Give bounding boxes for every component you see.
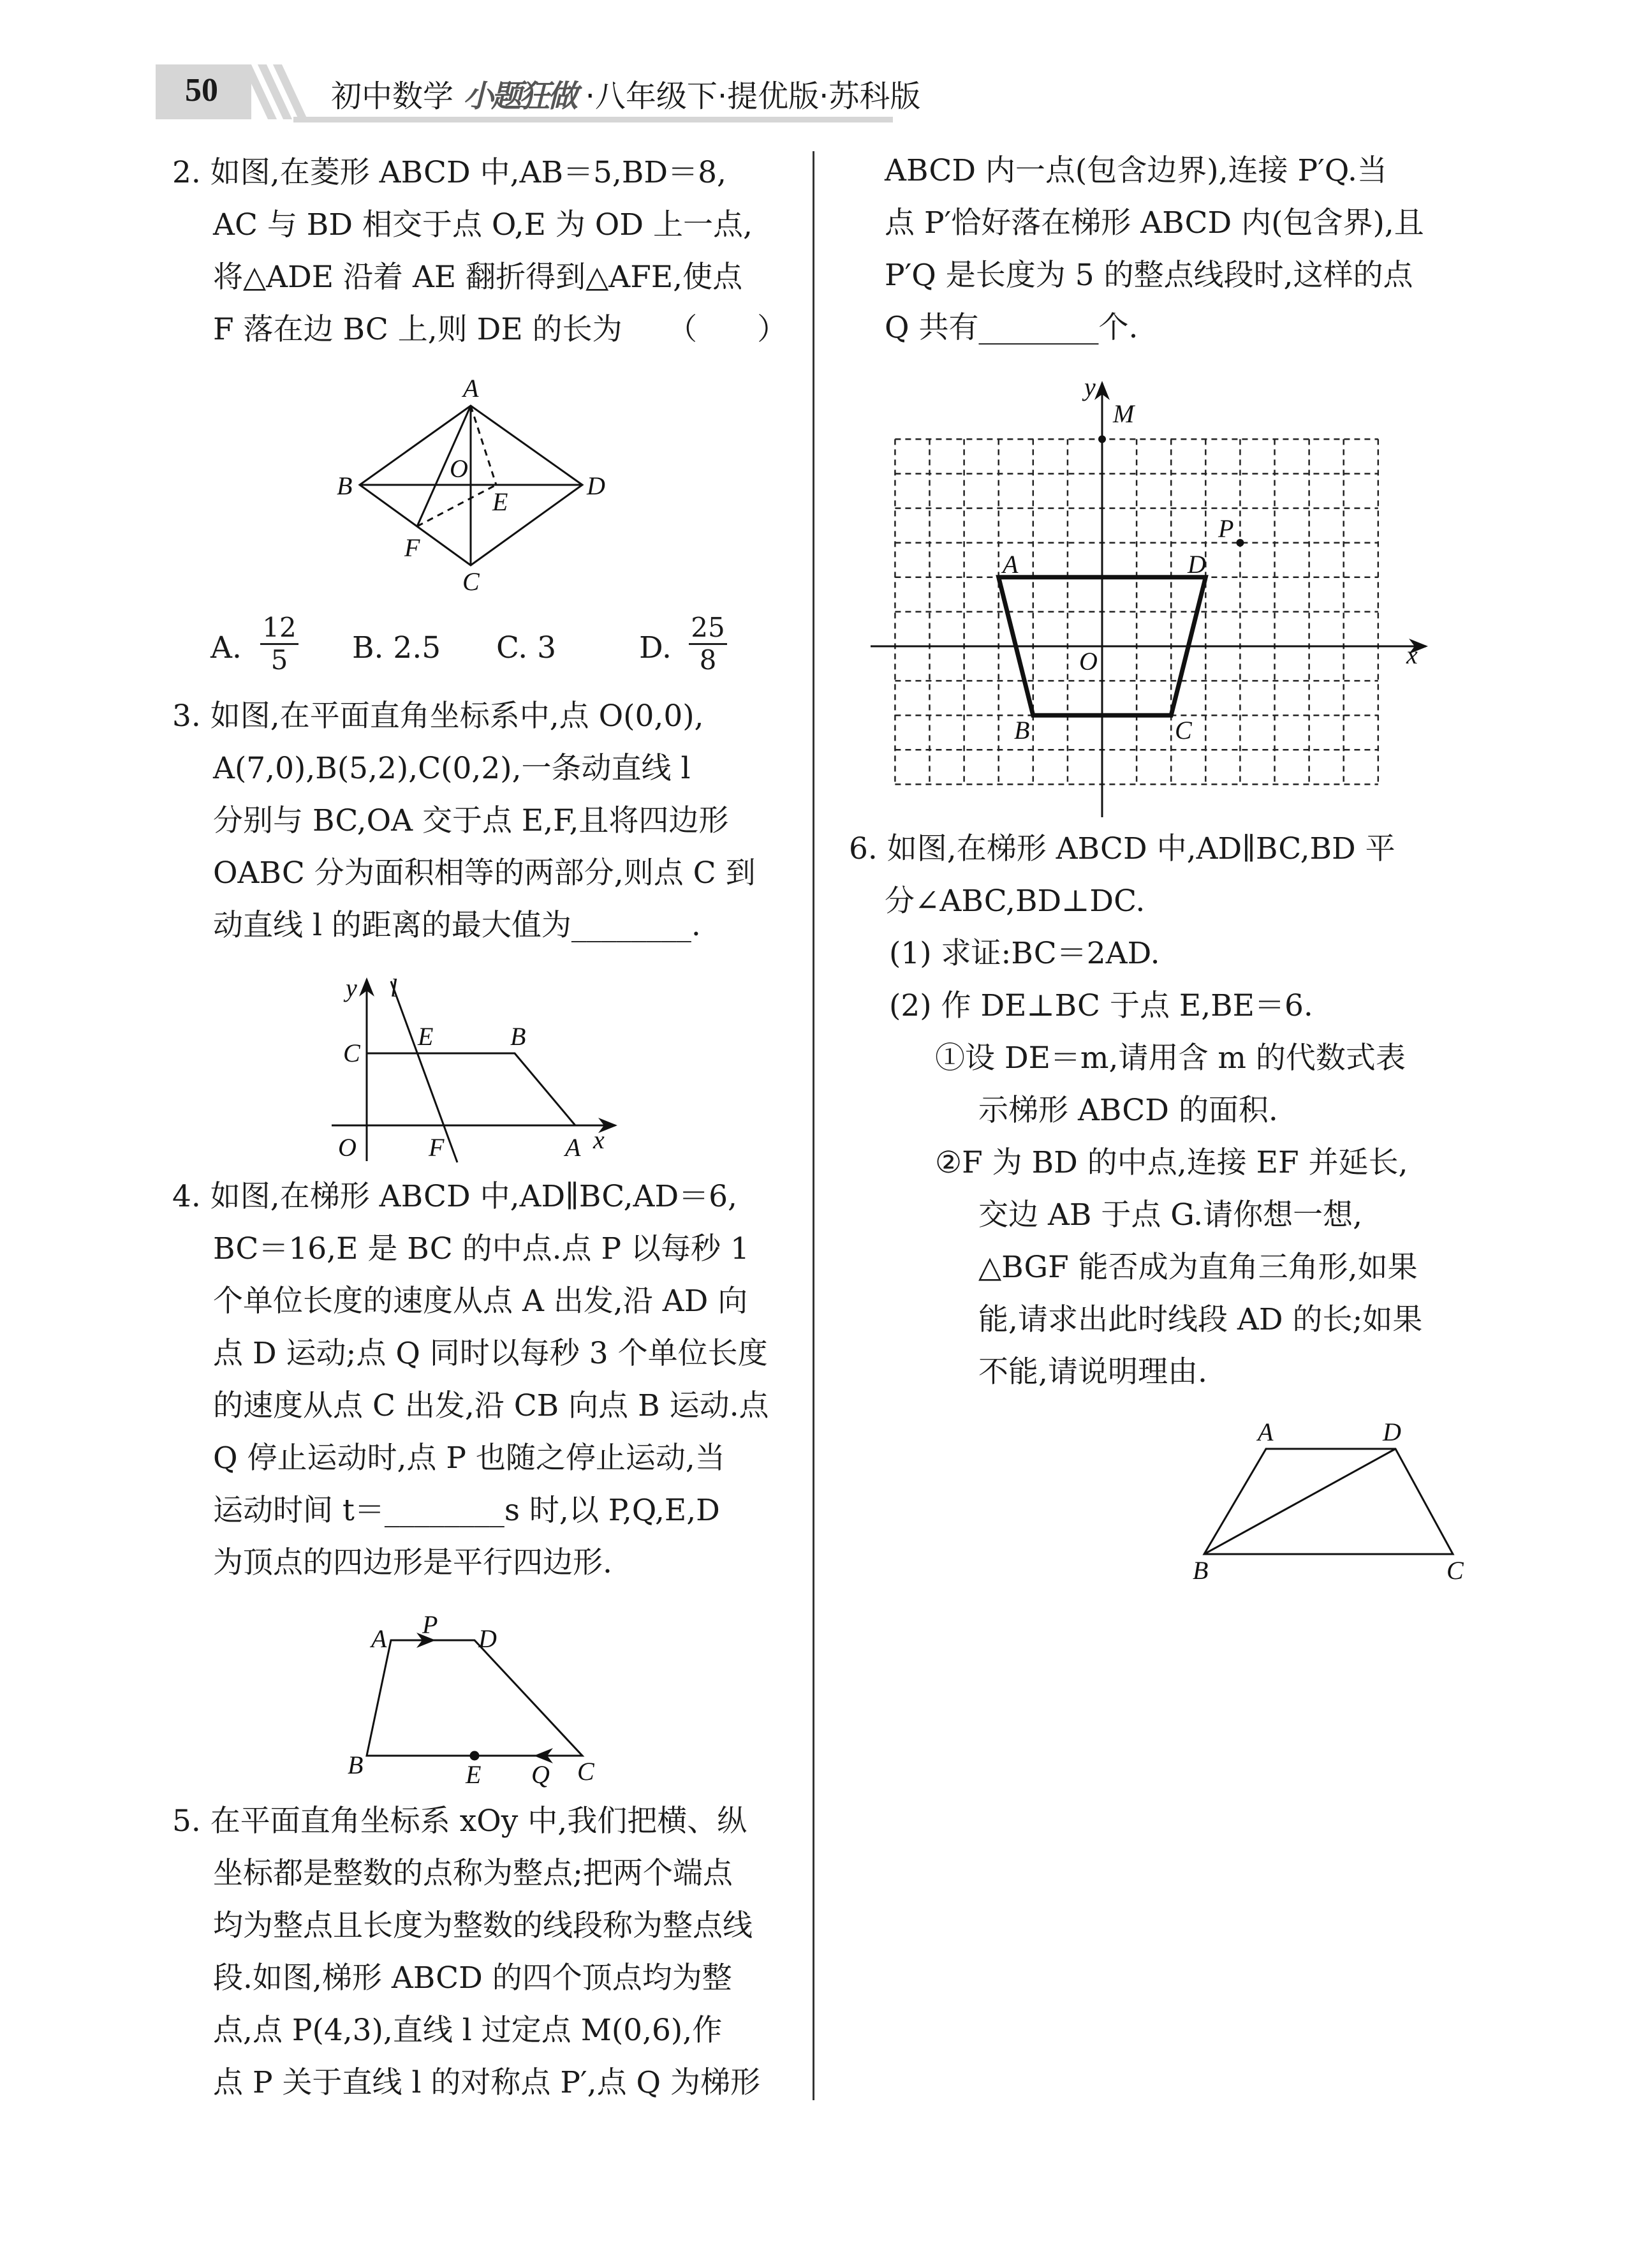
diagonal-bd — [1204, 1449, 1395, 1554]
label-e: E — [418, 1022, 434, 1051]
label-c: C — [343, 1039, 360, 1067]
label-b: B — [1193, 1556, 1209, 1585]
label-a: A — [565, 1133, 581, 1162]
question-line: 分∠ABC,BD⊥DC. — [885, 884, 1145, 919]
question-line: 4. 如图,在梯形 ABCD 中,AD∥BC,AD＝6, — [172, 1179, 737, 1214]
question-part-2: (2) 作 DE⊥BC 于点 E,BE＝6. — [889, 988, 1313, 1023]
denominator: 5 — [260, 643, 298, 676]
question-line: 点 P 关于直线 l 的对称点 P′,点 Q 为梯形 — [213, 2065, 761, 2100]
q6-trapezoid-figure — [1204, 1449, 1453, 1554]
point-m — [1098, 435, 1106, 443]
label-a: A — [1003, 550, 1019, 579]
label-e: E — [492, 487, 508, 516]
label-y: y — [1084, 373, 1096, 401]
numerator: 12 — [262, 612, 297, 643]
numerator: 25 — [691, 612, 725, 643]
option-c: C. 3 — [496, 630, 557, 665]
question-line: 将△ADE 沿着 AE 翻折得到△AFE,使点 — [213, 260, 743, 295]
label-f: F — [404, 533, 420, 562]
trapezoid-abcd — [1204, 1449, 1453, 1554]
page-number: 50 — [185, 72, 218, 108]
label-a: A — [371, 1624, 387, 1653]
label-c: C — [1175, 716, 1192, 745]
title-suffix: ·八年级下·提优版·苏科版 — [585, 78, 921, 114]
label-c: C — [1447, 1556, 1464, 1585]
question-line: 的速度从点 C 出发,沿 CB 向点 B 运动.点 — [213, 1388, 769, 1423]
question-line: 动直线 l 的距离的最大值为________. — [213, 908, 701, 943]
label-x: x — [1406, 641, 1418, 669]
question-line: 点 P′恰好落在梯形 ABCD 内(包含界),且 — [885, 205, 1424, 241]
question-subpart-1: ①设 DE＝m,请用含 m 的代数式表 — [935, 1041, 1406, 1076]
label-o: O — [1079, 647, 1098, 676]
segment-ae — [471, 406, 496, 485]
label-p: P — [422, 1610, 438, 1639]
question-line: AC 与 BD 相交于点 O,E 为 OD 上一点, — [213, 207, 753, 242]
question-line: 5. 在平面直角坐标系 xOy 中,我们把横、纵 — [172, 1804, 747, 1839]
line-l — [391, 981, 457, 1162]
label-a: A — [463, 374, 479, 403]
question-line: 分别与 BC,OA 交于点 E,F,且将四边形 — [213, 803, 729, 838]
label-x: x — [593, 1125, 605, 1154]
question-line: A(7,0),B(5,2),C(0,2),一条动直线 l — [213, 751, 691, 786]
denominator: 8 — [689, 643, 727, 676]
label-c: C — [462, 567, 480, 596]
question-line: F 落在边 BC 上,则 DE 的长为 （ ） — [213, 312, 788, 347]
question-subpart-2: ②F 为 BD 的中点,连接 EF 并延长, — [935, 1145, 1408, 1180]
question-line: 能,请求出此时线段 AD 的长;如果 — [978, 1302, 1423, 1337]
option-b: B. 2.5 — [352, 630, 441, 665]
label-o: O — [338, 1133, 357, 1162]
question-line: 2. 如图,在菱形 ABCD 中,AB＝5,BD＝8, — [172, 155, 726, 190]
question-line: 不能,请说明理由. — [978, 1354, 1207, 1390]
series-logo: 小题狂做 — [463, 78, 576, 114]
label-b: B — [337, 471, 353, 500]
q5-grid-figure — [871, 383, 1426, 817]
question-line: ABCD 内一点(包含边界),连接 P′Q.当 — [885, 153, 1387, 188]
label-b: B — [510, 1022, 526, 1051]
question-line: 段.如图,梯形 ABCD 的四个顶点均为整 — [213, 1960, 732, 1996]
question-line: 坐标都是整数的点称为整点;把两个端点 — [213, 1856, 733, 1891]
label-c: C — [577, 1757, 594, 1786]
option-a-label: A. — [210, 630, 242, 665]
segment-fe — [417, 485, 496, 526]
label-o: O — [450, 454, 468, 483]
question-line: △BGF 能否成为直角三角形,如果 — [978, 1250, 1418, 1285]
label-d: D — [1188, 550, 1206, 579]
title-prefix: 初中数学 — [331, 78, 454, 114]
question-line: 为顶点的四边形是平行四边形. — [213, 1545, 612, 1580]
question-part-1: (1) 求证:BC＝2AD. — [889, 936, 1160, 971]
label-b: B — [1014, 716, 1030, 745]
question-line: 示梯形 ABCD 的面积. — [978, 1093, 1278, 1128]
label-f: F — [429, 1133, 445, 1162]
question-line: 均为整点且长度为整数的线段称为整点线 — [213, 1908, 753, 1943]
label-a: A — [1258, 1418, 1274, 1446]
label-p: P — [1218, 514, 1234, 543]
point-e — [471, 1752, 478, 1760]
question-line: Q 停止运动时,点 P 也随之停止运动,当 — [213, 1441, 725, 1476]
trapezoid-abcd — [367, 1640, 582, 1756]
question-line: 运动时间 t＝________s 时,以 P,Q,E,D — [213, 1493, 720, 1528]
question-line: P′Q 是长度为 5 的整点线段时,这样的点 — [885, 258, 1413, 293]
label-b: B — [348, 1751, 364, 1779]
question-line: Q 共有________个. — [885, 310, 1138, 345]
quadrilateral-oabc — [367, 1053, 575, 1125]
label-d: D — [1383, 1418, 1401, 1446]
point-p — [1236, 539, 1244, 547]
question-line: OABC 分为面积相等的两部分,则点 C 到 — [213, 856, 756, 891]
label-d: D — [478, 1624, 497, 1653]
label-q: Q — [531, 1760, 550, 1789]
question-line: 个单位长度的速度从点 A 出发,沿 AD 向 — [213, 1284, 748, 1319]
question-line: 点 D 运动;点 Q 同时以每秒 3 个单位长度 — [213, 1336, 768, 1371]
question-line: 交边 AB 于点 G.请你想一想, — [978, 1197, 1363, 1233]
label-d: D — [587, 471, 605, 500]
question-line: 6. 如图,在梯形 ABCD 中,AD∥BC,BD 平 — [849, 831, 1395, 866]
label-y: y — [346, 974, 357, 1002]
q2-rhombus-figure — [360, 406, 582, 565]
q4-trapezoid-figure — [367, 1640, 582, 1760]
question-line: BC＝16,E 是 BC 的中点.点 P 以每秒 1 — [213, 1231, 749, 1266]
question-line: 点,点 P(4,3),直线 l 过定点 M(0,6),作 — [213, 2013, 723, 2048]
option-d-label: D. — [639, 630, 672, 665]
label-m: M — [1113, 399, 1135, 428]
label-e: E — [466, 1760, 482, 1789]
question-line: 3. 如图,在平面直角坐标系中,点 O(0,0), — [172, 699, 704, 734]
label-l: l — [390, 974, 398, 1002]
